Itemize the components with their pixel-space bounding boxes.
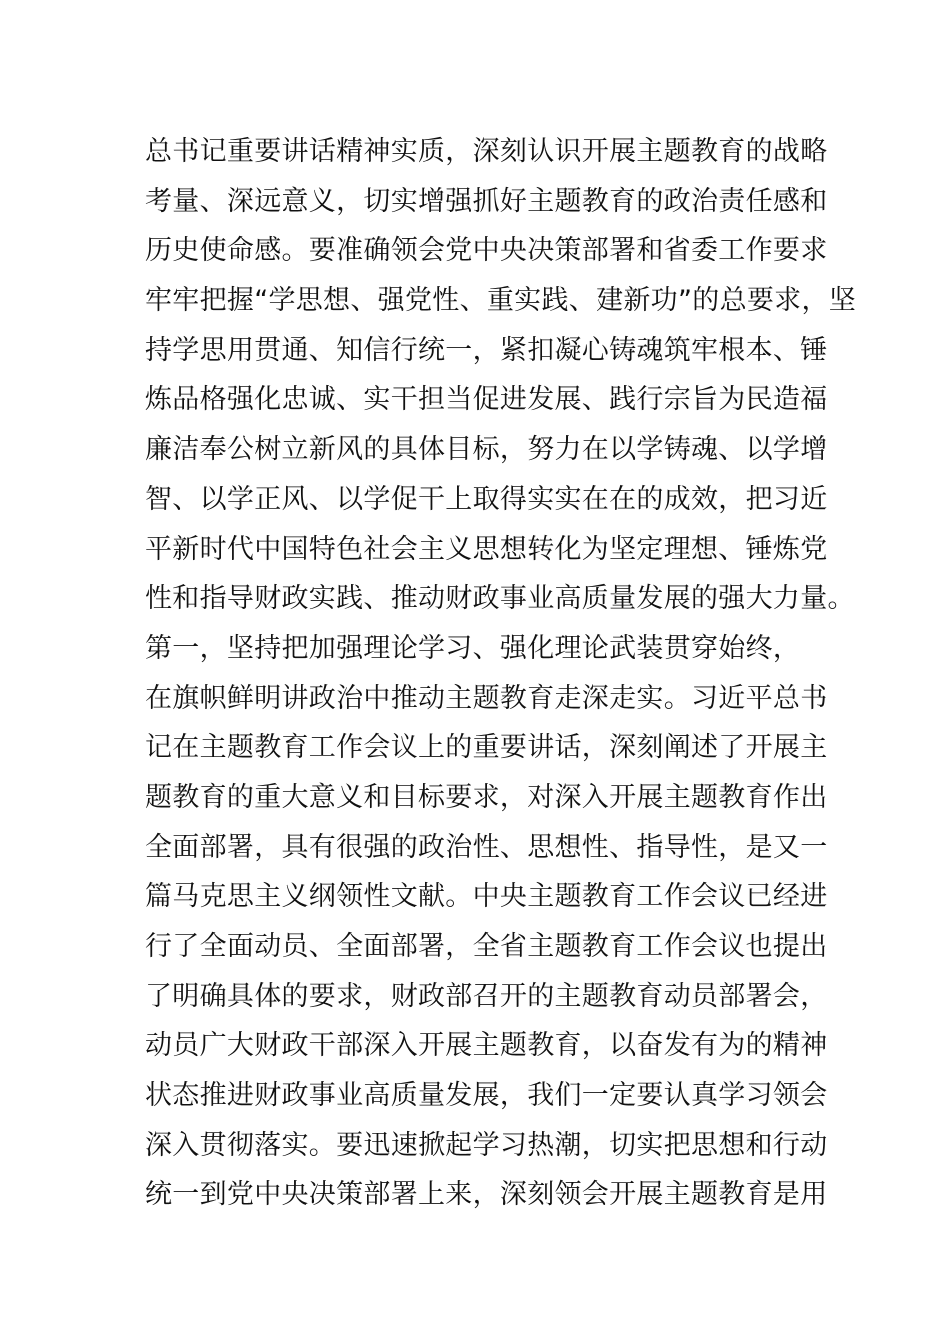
section-heading-line: 第一，坚持把加强理论学习、强化理论武装贯穿始终，	[145, 632, 801, 664]
text-line: 统一到党中央决策部署上来，深刻领会开展主题教育是用	[145, 1179, 828, 1211]
text-line: 全面部署，具有很强的政治性、思想性、指导性，是又一	[145, 831, 828, 863]
body-text	[145, 127, 857, 1220]
text-line: 持学思用贯通、知信行统一，紧扣凝心铸魂筑牢根本、锤	[145, 334, 828, 366]
text-line: 历史使命感。要准确领会党中央决策部署和省委工作要求	[145, 235, 828, 267]
text-line: 篇马克思主义纲领性文献。中央主题教育工作会议已经进	[145, 881, 828, 913]
text-line: 平新时代中国特色社会主义思想转化为坚定理想、锤炼党	[145, 533, 828, 565]
text-line: 题教育的重大意义和目标要求，对深入开展主题教育作出	[145, 781, 828, 813]
text-line: 炼品格强化忠诚、实干担当促进发展、践行宗旨为民造福	[145, 384, 828, 416]
text-line: 性和指导财政实践、推动财政事业高质量发展的强大力量。	[145, 583, 855, 615]
text-line: 深入贯彻落实。要迅速掀起学习热潮，切实把思想和行动	[145, 1129, 828, 1161]
text-line: 了明确具体的要求，财政部召开的主题教育动员部署会，	[145, 980, 828, 1012]
text-line: 智、以学正风、以学促干上取得实实在在的成效，把习近	[145, 483, 828, 515]
text-line: 记在主题教育工作会议上的重要讲话，深刻阐述了开展主	[145, 732, 828, 764]
text-line: 状态推进财政事业高质量发展，我们一定要认真学习领会	[145, 1080, 828, 1112]
text-line: 行了全面动员、全面部署，全省主题教育工作会议也提出	[145, 931, 828, 962]
text-line: 在旗帜鲜明讲政治中推动主题教育走深走实。习近平总书	[145, 682, 828, 714]
text-line: 牢牢把握“学思想、强党性、重实践、建新功”的总要求，坚	[145, 285, 857, 317]
text-line: 总书记重要讲话精神实质，深刻认识开展主题教育的战略	[145, 136, 828, 167]
text-line: 动员广大财政干部深入开展主题教育，以奋发有为的精神	[145, 1030, 828, 1062]
text-line: 廉洁奉公树立新风的具体目标，努力在以学铸魂、以学增	[145, 434, 828, 466]
text-line: 考量、深远意义，切实增强抓好主题教育的政治责任感和	[145, 185, 828, 217]
